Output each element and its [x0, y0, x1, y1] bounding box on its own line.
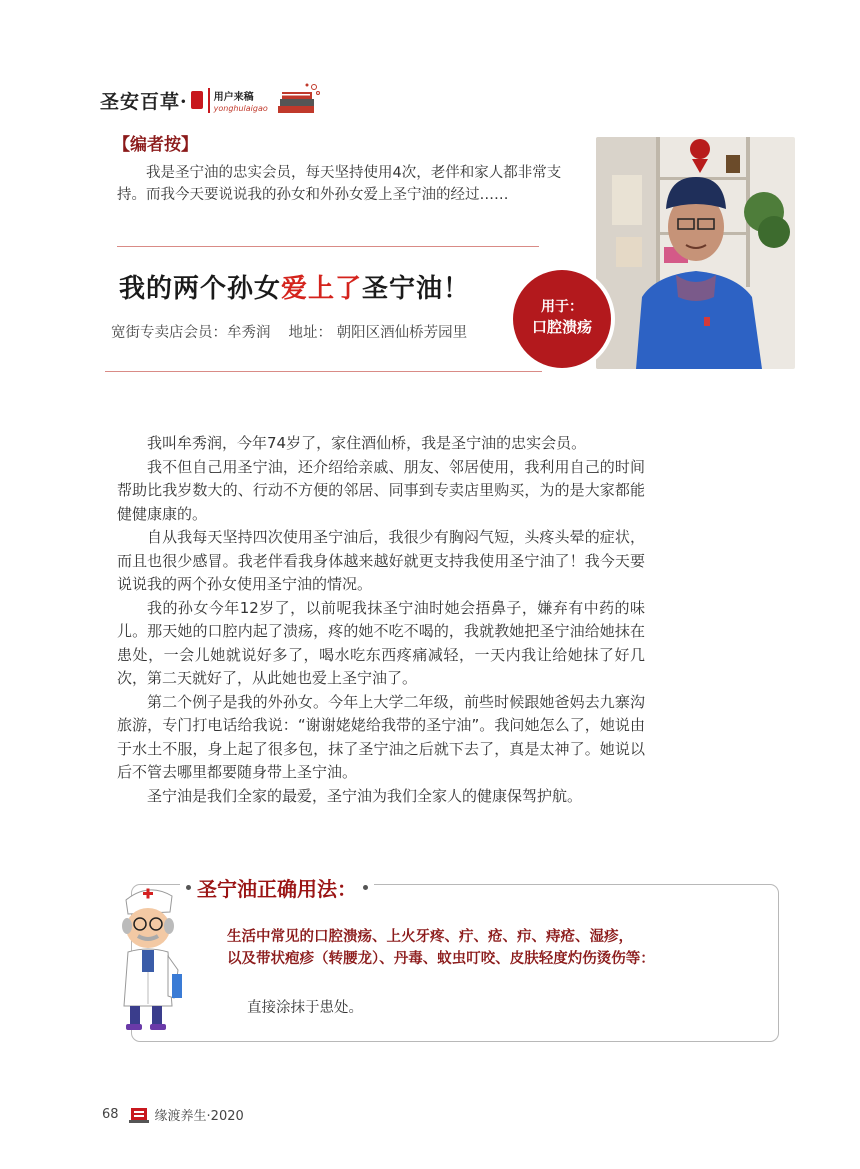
body-paragraph: 我叫牟秀润，今年74岁了，家住酒仙桥，我是圣宁油的忠实会员。	[147, 434, 587, 452]
brand-header	[100, 82, 322, 118]
magazine-name: 缘渡养生·2020	[154, 1109, 244, 1124]
title-part: 圣宁油！	[362, 274, 471, 304]
divider	[105, 371, 542, 372]
magazine-logo-icon	[129, 1106, 149, 1124]
usage-description	[227, 926, 747, 970]
badge-label: 用于：	[541, 299, 583, 315]
body-paragraph: 我的孙女今年12岁了，以前呢我抹圣宁油时她会捂鼻子，嫌弃有中药的味儿。那天她的口腔内起了溃疡，疼的她不吃不喝的，我就教她把圣宁油给她抹在患处，一会儿她就说好多了，喝水吃东西疼痛减轻，一天内我让给她抹了好几次，第二天就好了，从此她也爱上圣宁油了。	[117, 598, 645, 687]
member-info	[111, 321, 467, 342]
doctor-cartoon-icon	[112, 878, 192, 1038]
member-photo	[596, 137, 795, 369]
section-tag-cn: 用户来稿	[213, 91, 254, 103]
editor-note-label: 【编者按】	[113, 135, 198, 155]
article-title	[119, 268, 470, 305]
editor-note-text: 我是圣宁油的忠实会员，每天坚持使用4次，老伴和家人都非常支持。而我今天要说说我的孙女和外孙女爱上圣宁油的经过……	[117, 165, 562, 203]
brand-name: 圣安百草·	[100, 90, 188, 113]
brand-seal-icon	[191, 91, 203, 109]
title-highlight: 爱上了	[281, 274, 363, 304]
page-footer	[102, 1105, 244, 1124]
divider	[117, 246, 539, 247]
usage-heading	[180, 873, 374, 902]
title-part: 我的两个孙女	[119, 274, 282, 304]
bullet-dot-icon	[363, 885, 368, 890]
page-number: 68	[102, 1107, 119, 1122]
badge-condition: 口腔溃疡	[531, 318, 592, 336]
body-paragraph: 自从我每天坚持四次使用圣宁油后，我很少有胸闷气短，头疼头晕的症状，而且也很少感冒。我老伴看我身体越来越好就更支持我使用圣宁油了！我今天要说说我的两个孙女使用圣宁油的情况。	[117, 528, 645, 593]
body-paragraph: 第二个例子是我的外孙女。今年上大学二年级，前些时候跟她爸妈去九寨沟旅游，专门打电话给我说：“谢谢姥姥给我带的圣宁油”。我问她怎么了，她说由于水土不服，身上起了很多包，抹了圣宁油之后就下去了，真是太神了。她说以后不管去哪里都要随身带上圣宁油。	[117, 692, 645, 781]
body-paragraph: 圣宁油是我们全家的最爱，圣宁油为我们全家人的健康保驾护航。	[147, 786, 583, 805]
usage-desc-line: 以及带状疱疹（转腰龙）、丹毒、蚊虫叮咬、皮肤轻度灼伤烫伤等：	[227, 951, 655, 967]
article-body	[117, 432, 645, 808]
usage-badge	[513, 270, 611, 368]
member-label: 宽街专卖店会员：牟秀润	[111, 325, 271, 341]
usage-title: 圣宁油正确用法：	[197, 877, 357, 901]
usage-apply-text: 直接涂抹于患处。	[247, 1000, 363, 1016]
usage-desc-line: 生活中常见的口腔溃疡、上火牙疼、疔、疮、疖、痔疮、湿疹，	[227, 929, 633, 945]
section-tag-en: yonghulaigao	[213, 103, 268, 113]
section-tag	[208, 88, 268, 113]
books-icon	[274, 82, 322, 118]
body-paragraph: 我不但自己用圣宁油，还介绍给亲戚、朋友、邻居使用，我利用自己的时间帮助比我岁数大的、行动不方便的邻居、同事到专卖店里购买，为的是大家都能健健康康的。	[117, 457, 645, 523]
member-address: 地址： 朝阳区酒仙桥芳园里	[288, 325, 468, 341]
